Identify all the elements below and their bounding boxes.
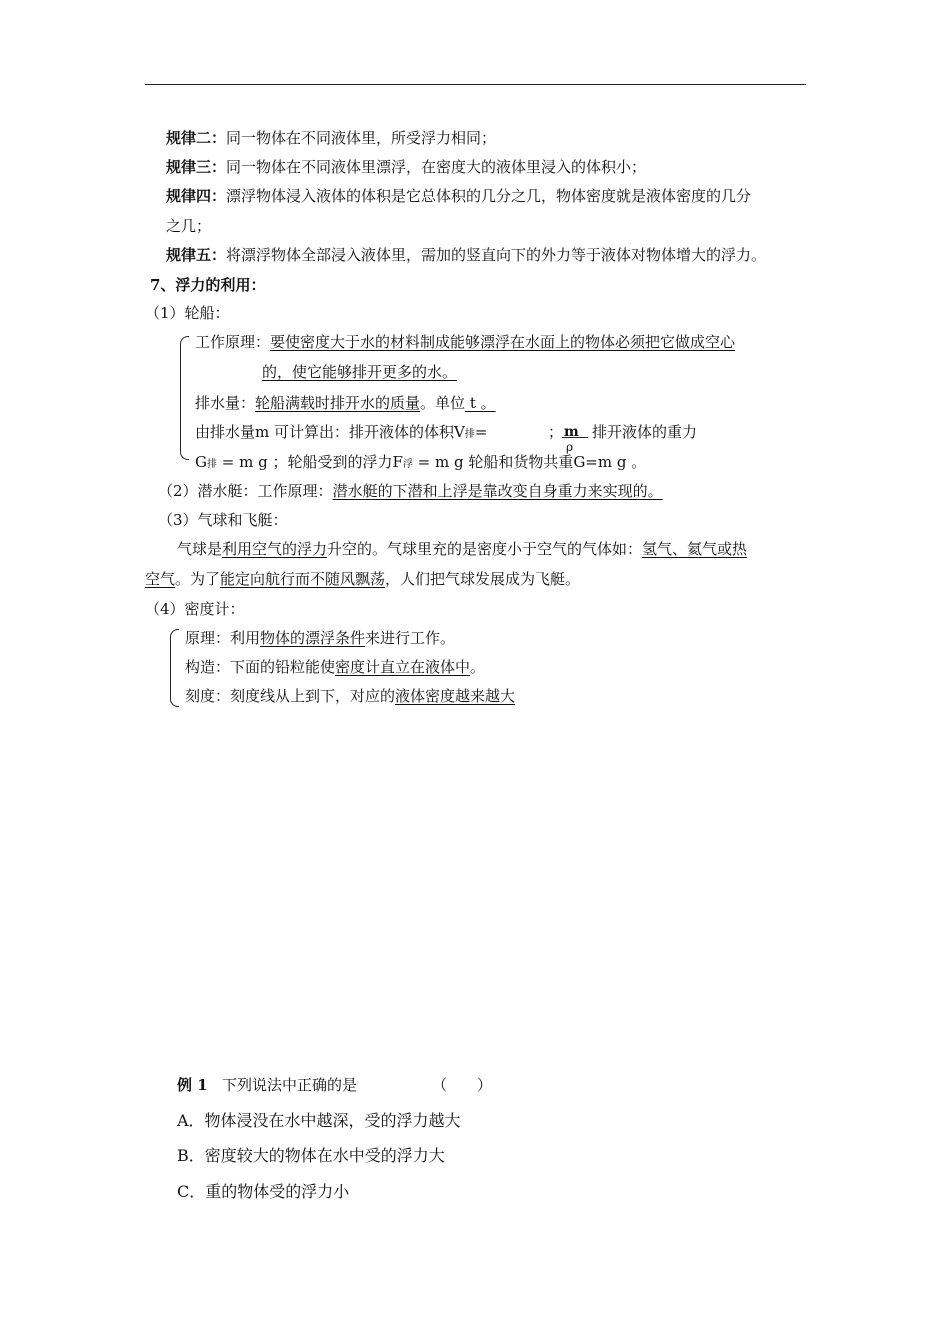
rule-label: 规律三： <box>166 158 227 176</box>
ship-gravity-line: G排 = m g ；轮船受到的浮力F浮 = m g 轮船和货物共重G=m g 。 <box>195 453 647 471</box>
brace-bottom <box>180 449 189 460</box>
ship-calc-line: 由排水量m 可计算出：排开液体的体积V排= <box>195 423 488 441</box>
option-a[interactable]: A．物体浸没在水中越深，受的浮力越大 <box>177 1111 461 1130</box>
rule-label: 规律四： <box>166 187 227 205</box>
hydrometer-heading: （4）密度计： <box>145 600 245 618</box>
header-rule <box>145 84 806 85</box>
option-b[interactable]: B．密度较大的物体在水中受的浮力大 <box>177 1146 445 1165</box>
balloon-heading: （3）气球和飞艇： <box>158 511 288 529</box>
brace-bottom <box>170 696 179 707</box>
ship-heading: （1）轮船： <box>145 304 230 322</box>
fraction-bar <box>562 437 588 438</box>
balloon-paragraph-2: 空气。为了能定向航行而不随风飘荡，人们把气球发展成为飞艇。 <box>145 570 581 588</box>
rule-3 <box>166 157 646 177</box>
ship-principle: 工作原理：要使密度大于水的材料制成能够漂浮在水面上的物体必须把它做成空心 <box>195 333 736 351</box>
brace-top <box>170 629 179 640</box>
rule-2 <box>166 128 496 148</box>
rule-text: 漂浮物体浸入液体的体积是它总体积的几分之几，物体密度就是液体密度的几分 <box>226 187 752 205</box>
hydrometer-construction: 构造：下面的铅粒能使密度计直立在液体中。 <box>185 658 486 676</box>
section-7-title: 7、浮力的利用： <box>150 276 266 294</box>
hydrometer-scale: 刻度：刻度线从上到下，对应的液体密度越来越大 <box>185 687 516 705</box>
calc-suffix: 排开液体的重力 <box>592 423 698 441</box>
brace-line <box>170 638 171 664</box>
rule-4-continuation: 之几； <box>166 217 212 235</box>
ship-displacement: 排水量：轮船满载时排开水的质量。单位 t 。 <box>195 394 496 412</box>
answer-parentheses[interactable]: （ ） <box>432 1076 493 1094</box>
rule-4 <box>166 186 751 206</box>
option-c[interactable]: C．重的物体受的浮力小 <box>177 1182 350 1201</box>
example-label: 例 1 <box>177 1076 208 1094</box>
brace-line <box>170 670 171 698</box>
hydrometer-principle: 原理：利用物体的漂浮条件来进行工作。 <box>185 629 456 647</box>
rule-text: 同一物体在不同液体里，所受浮力相同； <box>226 129 497 147</box>
rule-text: 将漂浮物体全部浸入液体里，需加的竖直向下的外力等于液体对物体增大的浮力。 <box>226 246 767 264</box>
rule-text: 同一物体在不同液体里漂浮，在密度大的液体里浸入的体积小； <box>226 158 647 176</box>
rule-label: 规律二： <box>166 129 227 147</box>
rule-5 <box>166 245 766 265</box>
brace-line <box>180 390 181 452</box>
ship-principle-continuation: 的，使它能够排开更多的水。 <box>262 363 458 381</box>
calc-semicolon: ； <box>548 423 564 441</box>
brace-top <box>180 336 189 347</box>
brace-line <box>180 345 181 383</box>
example-question: 例 1 下列说法中正确的是 <box>177 1076 357 1094</box>
submarine-line: （2）潜水艇：工作原理：潜水艇的下潜和上浮是靠改变自身重力来实现的。 <box>158 482 663 500</box>
rule-label: 规律五： <box>166 246 227 264</box>
fraction-numerator: m <box>564 424 579 440</box>
balloon-paragraph-1: 气球是利用空气的浮力升空的。气球里充的是密度小于空气的气体如：氢气、氦气或热 <box>177 540 748 558</box>
brace-mid <box>164 662 171 670</box>
brace-mid <box>174 382 181 390</box>
fraction-denominator: ρ <box>566 440 574 454</box>
